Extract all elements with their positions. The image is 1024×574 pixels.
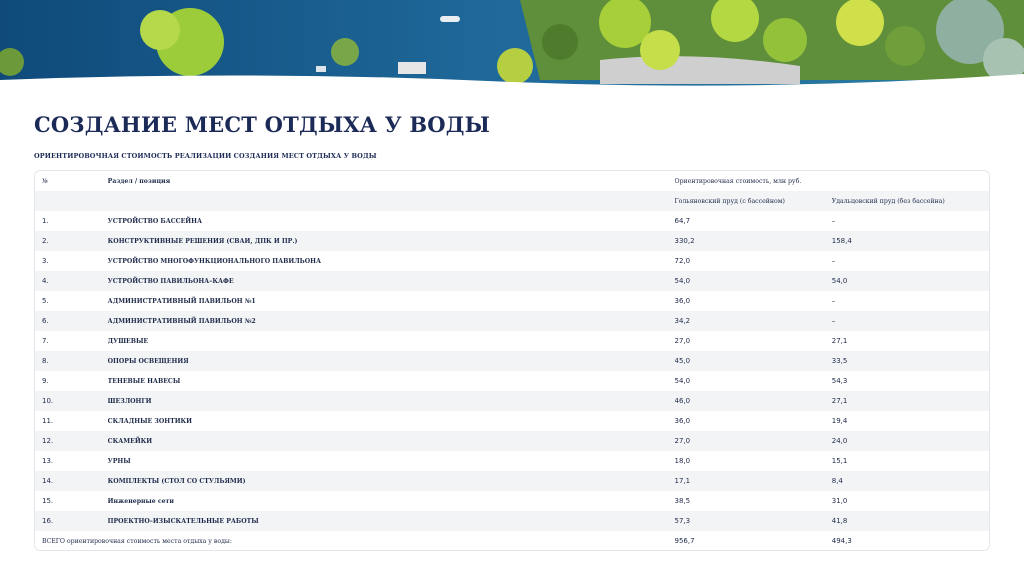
table-total-row — [35, 531, 989, 551]
header-section: Раздел / позиция — [108, 171, 675, 191]
row-cost-udaltsovsky: – — [832, 251, 989, 271]
row-position: СКЛАДНЫЕ ЗОНТИКИ — [108, 411, 675, 431]
row-cost-udaltsovsky: 15,1 — [832, 451, 989, 471]
row-cost-udaltsovsky: 8,4 — [832, 471, 989, 491]
row-cost-golyanovsky: 27,0 — [675, 331, 832, 351]
table-row — [35, 251, 989, 271]
row-cost-golyanovsky: 18,0 — [675, 451, 832, 471]
row-cost-udaltsovsky: 27,1 — [832, 331, 989, 351]
table-row — [35, 471, 989, 491]
row-cost-golyanovsky: 57,3 — [675, 511, 832, 531]
row-cost-golyanovsky: 54,0 — [675, 371, 832, 391]
row-cost-golyanovsky: 34,2 — [675, 311, 832, 331]
row-position: АДМИНИСТРАТИВНЫЙ ПАВИЛЬОН №1 — [108, 291, 675, 311]
table-row — [35, 351, 989, 371]
row-number: 15. — [35, 491, 108, 511]
row-position: ОПОРЫ ОСВЕЩЕНИЯ — [108, 351, 675, 371]
row-number: 10. — [35, 391, 108, 411]
row-number: 8. — [35, 351, 108, 371]
row-cost-golyanovsky: 46,0 — [675, 391, 832, 411]
row-cost-udaltsovsky: 31,0 — [832, 491, 989, 511]
row-cost-golyanovsky: 38,5 — [675, 491, 832, 511]
row-cost-golyanovsky: 72,0 — [675, 251, 832, 271]
row-cost-udaltsovsky: 19,4 — [832, 411, 989, 431]
page-title: СОЗДАНИЕ МЕСТ ОТДЫХА У ВОДЫ — [34, 112, 491, 137]
table-row — [35, 451, 989, 471]
table-row — [35, 491, 989, 511]
row-number: 4. — [35, 271, 108, 291]
row-position: ДУШЕВЫЕ — [108, 331, 675, 351]
row-cost-golyanovsky: 27,0 — [675, 431, 832, 451]
row-cost-golyanovsky: 64,7 — [675, 211, 832, 231]
row-position: Инженерные сети — [108, 491, 675, 511]
table-row — [35, 371, 989, 391]
table-row — [35, 511, 989, 531]
row-cost-udaltsovsky: 54,3 — [832, 371, 989, 391]
row-position: КОНСТРУКТИВНЫЕ РЕШЕНИЯ (СВАИ, ДПК И ПР.) — [108, 231, 675, 251]
table-subheader-row — [35, 191, 989, 211]
row-cost-udaltsovsky: 158,4 — [832, 231, 989, 251]
table-row — [35, 391, 989, 411]
table-header-row — [35, 171, 989, 191]
table-row — [35, 431, 989, 451]
row-number: 12. — [35, 431, 108, 451]
row-number: 9. — [35, 371, 108, 391]
row-position: АДМИНИСТРАТИВНЫЙ ПАВИЛЬОН №2 — [108, 311, 675, 331]
row-cost-golyanovsky: 17,1 — [675, 471, 832, 491]
row-position: УРНЫ — [108, 451, 675, 471]
cost-table-grid — [35, 171, 989, 551]
row-cost-udaltsovsky: 24,0 — [832, 431, 989, 451]
cost-table — [34, 170, 990, 551]
row-position: ТЕНЕВЫЕ НАВЕСЫ — [108, 371, 675, 391]
table-row — [35, 291, 989, 311]
row-cost-udaltsovsky: – — [832, 291, 989, 311]
table-row — [35, 231, 989, 251]
row-cost-golyanovsky: 36,0 — [675, 411, 832, 431]
row-number: 13. — [35, 451, 108, 471]
row-position: СКАМЕЙКИ — [108, 431, 675, 451]
table-row — [35, 411, 989, 431]
row-number: 7. — [35, 331, 108, 351]
total-udaltsovsky: 494,3 — [832, 531, 989, 551]
row-number: 1. — [35, 211, 108, 231]
row-number: 16. — [35, 511, 108, 531]
row-number: 3. — [35, 251, 108, 271]
page-subtitle: ОРИЕНТИРОВОЧНАЯ СТОИМОСТЬ РЕАЛИЗАЦИИ СОЗДАНИЯ МЕСТ ОТДЫХА У ВОДЫ — [34, 152, 377, 160]
aerial-banner-image — [0, 0, 1024, 90]
table-row — [35, 311, 989, 331]
row-position: ПРОЕКТНО–ИЗЫСКАТЕЛЬНЫЕ РАБОТЫ — [108, 511, 675, 531]
row-cost-udaltsovsky: – — [832, 211, 989, 231]
row-cost-udaltsovsky: 41,8 — [832, 511, 989, 531]
row-number: 11. — [35, 411, 108, 431]
total-golyanovsky: 956,7 — [675, 531, 832, 551]
table-row — [35, 211, 989, 231]
row-cost-golyanovsky: 36,0 — [675, 291, 832, 311]
row-cost-udaltsovsky: – — [832, 311, 989, 331]
row-number: 5. — [35, 291, 108, 311]
header-golyanovsky: Гольяновский пруд (с бассейном) — [675, 191, 832, 211]
table-row — [35, 271, 989, 291]
row-cost-udaltsovsky: 54,0 — [832, 271, 989, 291]
row-cost-golyanovsky: 54,0 — [675, 271, 832, 291]
header-cost: Ориентировочная стоимость, млн руб. — [675, 171, 989, 191]
row-position: УСТРОЙСТВО ПАВИЛЬОНА–КАФЕ — [108, 271, 675, 291]
row-position: КОМПЛЕКТЫ (СТОЛ СО СТУЛЬЯМИ) — [108, 471, 675, 491]
header-udaltsovsky: Удальцовский пруд (без бассейна) — [832, 191, 989, 211]
row-position: ШЕЗЛОНГИ — [108, 391, 675, 411]
row-cost-udaltsovsky: 27,1 — [832, 391, 989, 411]
aerial-pond-illustration — [0, 0, 1024, 90]
row-cost-golyanovsky: 45,0 — [675, 351, 832, 371]
row-cost-udaltsovsky: 33,5 — [832, 351, 989, 371]
row-position: УСТРОЙСТВО МНОГОФУНКЦИОНАЛЬНОГО ПАВИЛЬОНА — [108, 251, 675, 271]
row-number: 14. — [35, 471, 108, 491]
row-number: 2. — [35, 231, 108, 251]
table-row — [35, 331, 989, 351]
header-number: № — [35, 171, 108, 191]
row-cost-golyanovsky: 330,2 — [675, 231, 832, 251]
row-position: УСТРОЙСТВО БАССЕЙНА — [108, 211, 675, 231]
row-number: 6. — [35, 311, 108, 331]
total-label: ВСЕГО ориентировочная стоимость места отдыха у воды: — [35, 531, 675, 551]
